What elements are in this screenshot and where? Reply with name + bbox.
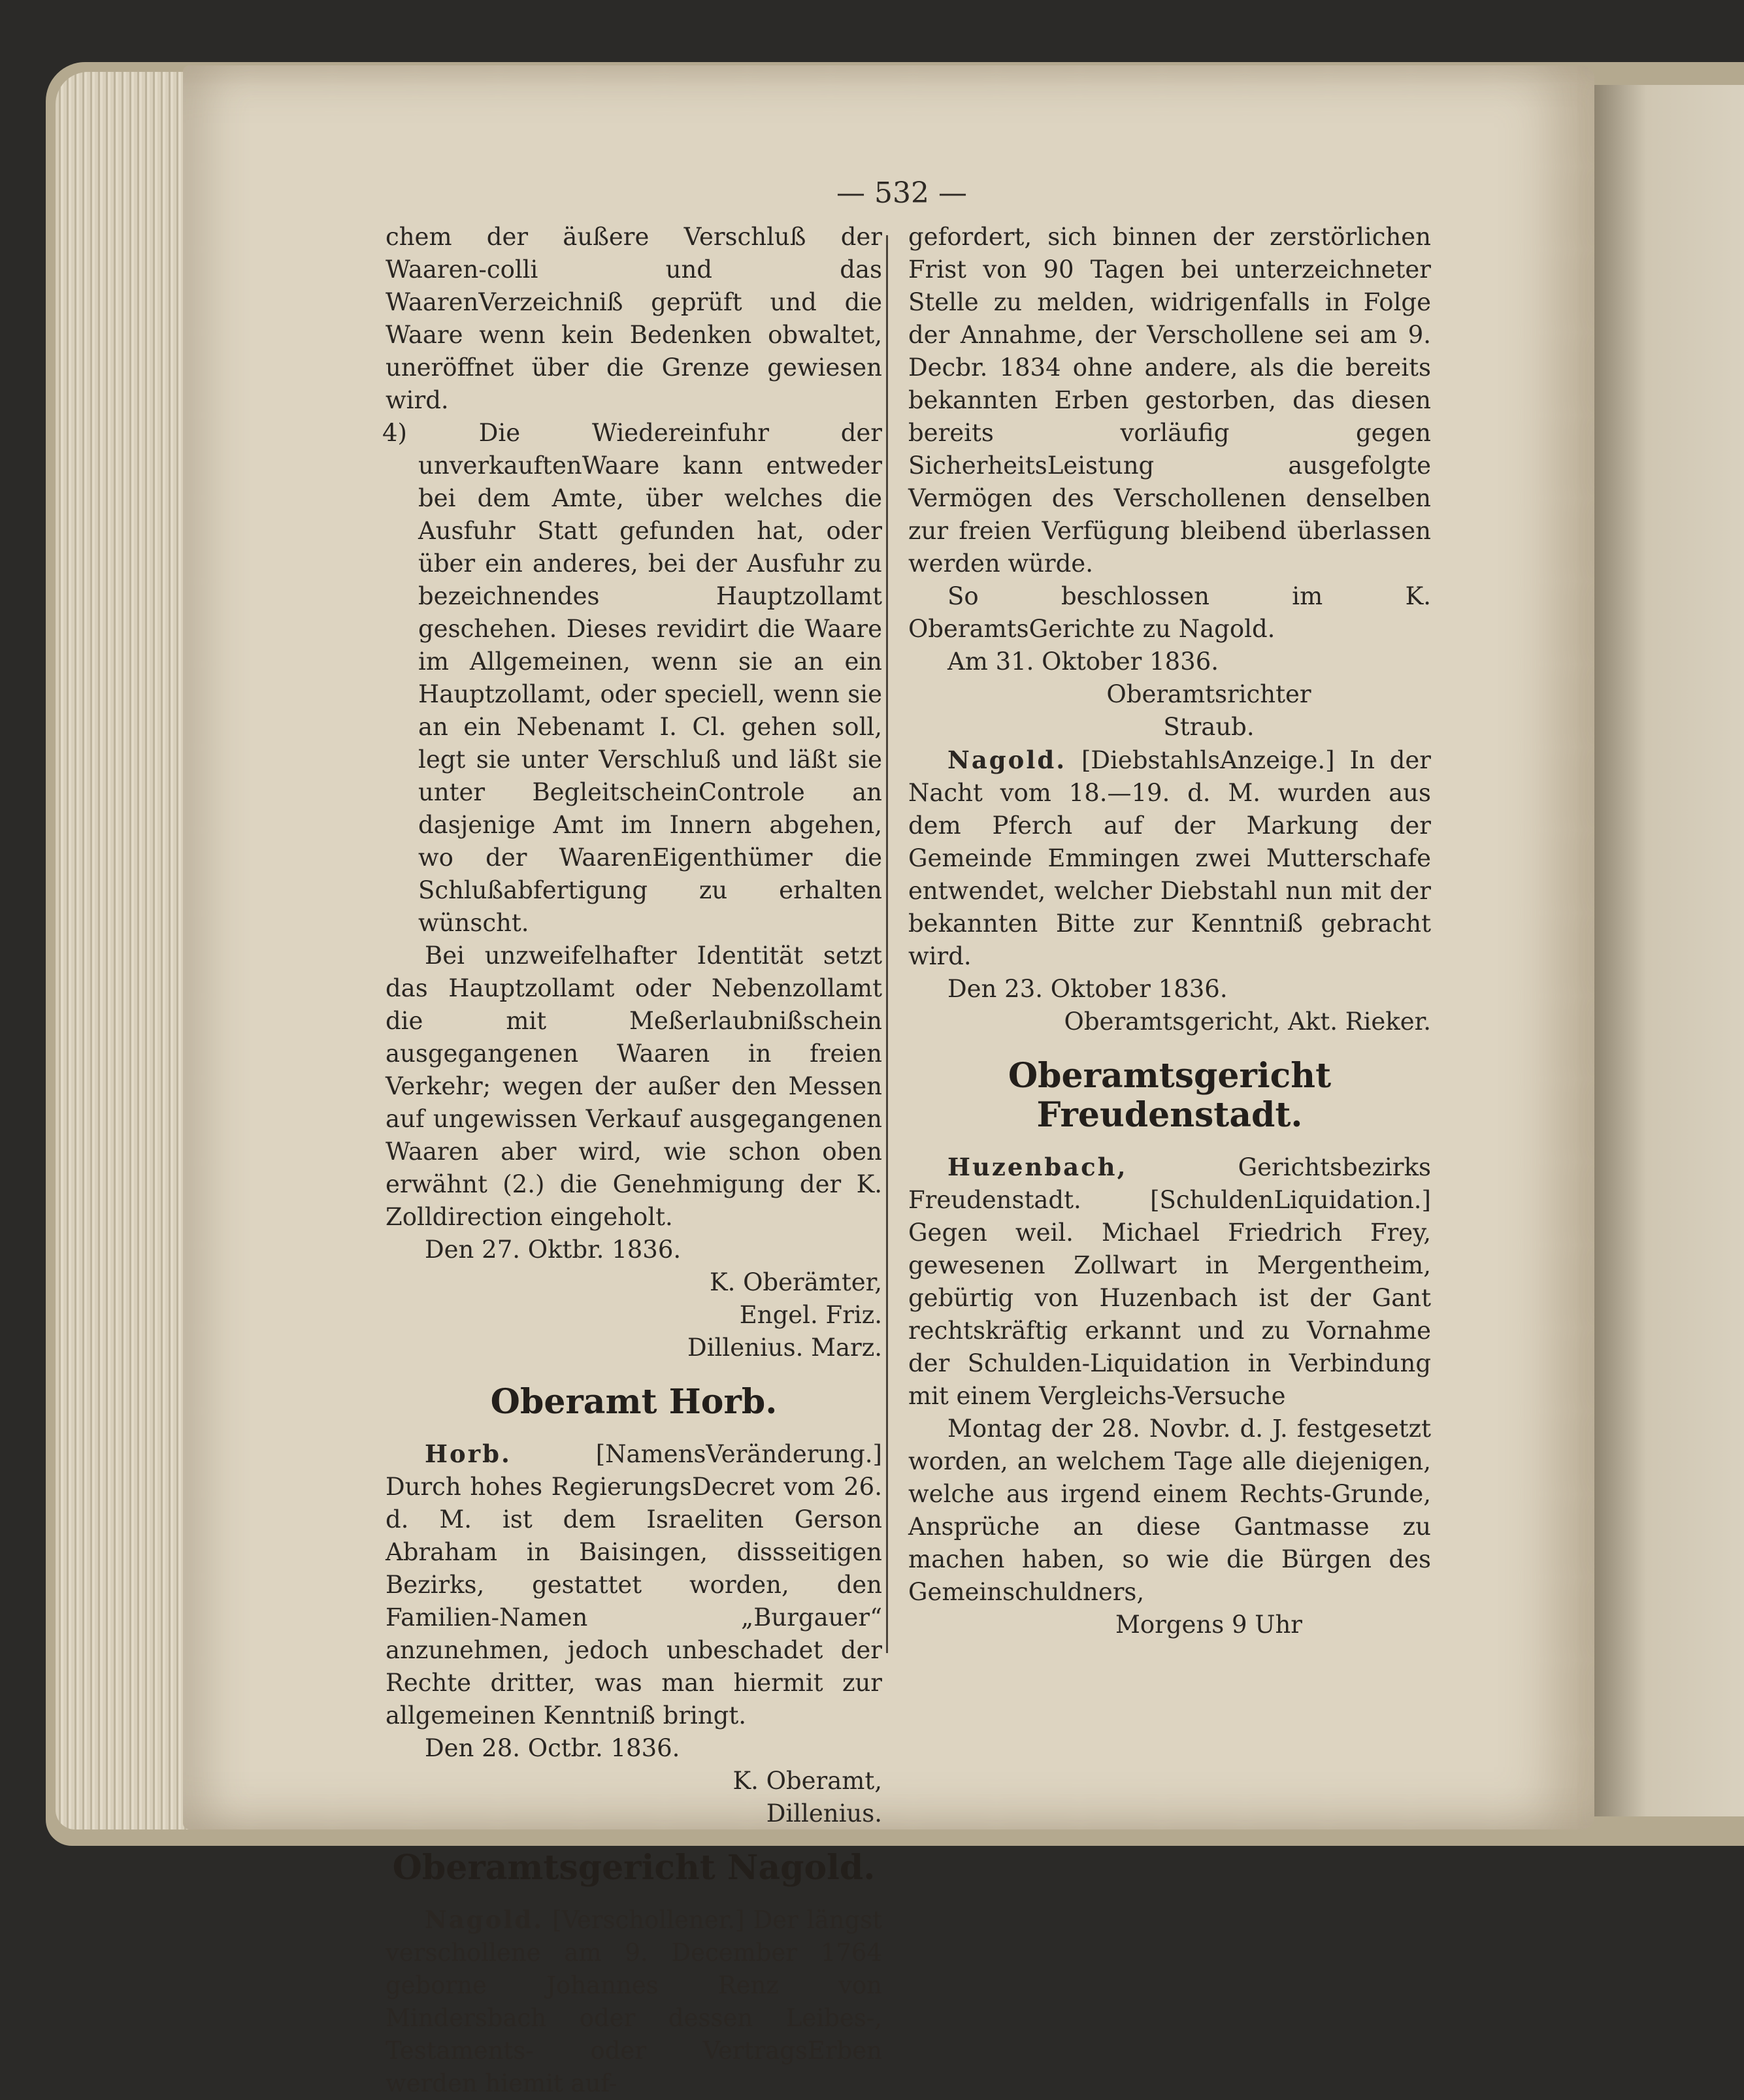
signature-line: Engel. Friz.: [739, 1301, 882, 1329]
paragraph: Bei unzweifelhafter Identität setzt das Hauptzollamt oder Nebenzollamt die mit Meßerlaubnißschein ausgegangenen Waaren in freien Verkehr; wegen der außer den Messen auf ungewissen Verkauf ausgegangenen Waaren aber wird, wie schon oben erwähnt (2.) die Genehmigung der K. Zolldirection eingeholt.: [386, 942, 882, 1231]
right-column: [908, 221, 1431, 1641]
paragraph: [386, 1903, 882, 2100]
signature-line: Dillenius.: [766, 1799, 882, 1828]
signature-line: Oberamtsrichter: [1106, 680, 1311, 708]
section-heading: Oberamtsgericht Freudenstadt.: [1008, 1056, 1332, 1135]
place-lead: Horb.: [425, 1439, 512, 1468]
notice-text: [DiebstahlsAnzeige.] In der Nacht vom 18.—19. d. M. wurden aus dem Pferch auf der Markung der Gemeinde Emmingen zwei Mutterschafe entwendet, welcher Diebstahl nun mit der bekannten Bitte zur Kenntniß gebracht wird.: [908, 746, 1431, 970]
signature-line: K. Oberamt,: [732, 1767, 882, 1795]
paragraph: chem der äußere Verschluß der Waaren-colli und das WaarenVerzeichniß geprüft und die Waare wenn kein Bedenken obwaltet, uneröffnet über die Grenze gewiesen wird.: [386, 223, 882, 414]
paragraph: 4) Die Wiedereinfuhr der unverkauftenWaare kann entweder bei dem Amte, über welches die Ausfuhr Statt gefunden hat, oder über ein anderes, bei der Ausfuhr zu bezeichnendes Hauptzollamt geschehen. Dieses revidirt die Waare im Allgemeinen, wenn sie an ein Hauptzollamt, oder speciell, wenn sie an ein Nebenamt I. Cl. gehen soll, legt sie unter Verschluß und läßt sie unter BegleitscheinControle an dasjenige Amt im Innern abgehen, wo der WaarenEigenthümer die Schlußabfertigung zu erhalten wünscht.: [382, 419, 882, 937]
notice-text: Gerichtsbezirks Freudenstadt. [SchuldenLiquidation.] Gegen weil. Michael Friedrich Frey, gewesenen Zollwart in Mergentheim, gebürtig von Huzenbach ist der Gant rechtskräftig erkannt und zu Vornahme der Schulden-Liquidation in Verbindung mit einem Vergleichs-Versuche: [908, 1153, 1431, 1410]
place-lead: Huzenbach,: [947, 1153, 1128, 1181]
date-line: Den 27. Oktbr. 1836.: [425, 1236, 682, 1264]
paragraph: [908, 1151, 1431, 1413]
date-line: Den 23. Oktober 1836.: [947, 975, 1228, 1003]
page-number: — 532 —: [836, 176, 967, 210]
signature-line: Dillenius. Marz.: [687, 1334, 882, 1362]
left-column: [382, 221, 882, 2100]
place-lead: Nagold.: [425, 1905, 544, 1934]
paragraph: gefordert, sich binnen der zerstörlichen Frist von 90 Tagen bei unterzeichneter Stelle zu melden, widrigenfalls in Folge der Annahme, der Verschollene sei am 9. Decbr. 1834 ohne andere, als die bereits bekannten Erben gestorben, das diesen bereits vorläufig gegen SicherheitsLeistung ausgefolgte Vermögen des Verschollenen denselben zur freien Verfügung bleibend überlassen werden würde.: [908, 223, 1431, 578]
notice-text: [Verschollener.] Der längst verschollene am 9. December 1764 geborne Johannes Renz von Mindersbach oder dessen Leibes-, Testaments- oder VertragsErben werden hiemit auf-: [386, 1906, 882, 2097]
paragraph: [386, 1437, 882, 1732]
signature-line: Morgens 9 Uhr: [1115, 1611, 1302, 1639]
signature-line: Straub.: [1163, 713, 1255, 741]
paragraph: Montag der 28. Novbr. d. J. festgesetzt worden, an welchem Tage alle diejenigen, welche aus irgend einem Rechts-Grunde, Ansprüche an diese Gantmasse zu machen haben, so wie die Bürgen des Gemeinschuldners,: [908, 1415, 1431, 1606]
column-divider: [886, 235, 888, 1653]
place-lead: Nagold.: [947, 746, 1067, 774]
section-heading: Oberamtsgericht Nagold.: [392, 1848, 876, 1888]
facing-page-edge: [1594, 85, 1744, 1816]
signature-line: Oberamtsgericht, Akt. Rieker.: [1064, 1008, 1431, 1036]
notice-text: [NamensVeränderung.] Durch hohes RegierungsDecret vom 26. d. M. ist dem Israeliten Gerson Abraham in Baisingen, dissseitigen Bezirks, gestattet worden, den Familien-Namen „Burgauer“ anzunehmen, jedoch unbeschadet der Rechte dritter, was man hiermit zur allgemeinen Kenntniß bringt.: [386, 1440, 882, 1730]
paragraph: [908, 744, 1431, 973]
paragraph: So beschlossen im K. OberamtsGerichte zu Nagold.: [908, 582, 1431, 643]
date-line: Den 28. Octbr. 1836.: [425, 1734, 680, 1762]
date-line: Am 31. Oktober 1836.: [947, 648, 1219, 676]
section-heading: Oberamt Horb.: [490, 1382, 778, 1422]
signature-line: K. Oberämter,: [709, 1268, 882, 1296]
